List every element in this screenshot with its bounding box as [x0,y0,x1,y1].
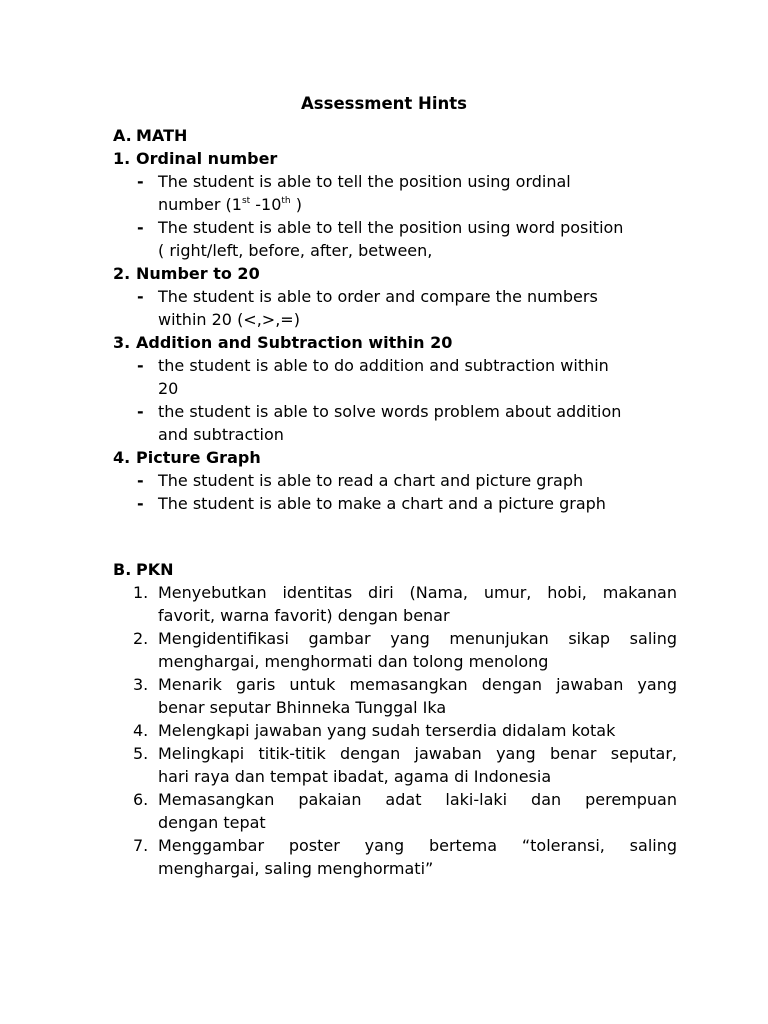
item-text: ( right/left, before, after, between, [158,241,433,260]
item-text: benar seputar Bhinneka Tunggal Ika [158,698,447,717]
item-text: The student is able to read a chart and picture graph [158,471,584,490]
item-text: The student is able to make a chart and a picture graph [158,494,606,513]
topic-heading [0,262,768,285]
bullet: - [137,494,144,513]
item-text: the student is able to solve words problem about addition [158,402,622,421]
section-spacer [0,515,768,558]
topic-title: Number to 20 [136,264,260,283]
item-number: 6. [133,790,149,809]
list-item [0,492,768,515]
item-text: dengan tepat [158,813,266,832]
item-text: Mengidentifikasi gambar yang menunjukan sikap saling [158,629,677,648]
list-item [0,170,768,193]
list-item-continuation [0,650,768,673]
item-text: hari raya dan tempat ibadat, agama di Indonesia [158,767,552,786]
item-number: 7. [133,836,149,855]
topic-number: 4. [113,448,131,467]
list-item-continuation [0,423,768,446]
item-text: Melingkapi titik-titik dengan jawaban yang benar seputar, [158,744,677,763]
item-text: the student is able to do addition and subtraction within [158,356,609,375]
item-text [158,193,302,216]
page-title: Assessment Hints [301,94,467,113]
list-item [0,285,768,308]
ordinal-suffix: st [241,196,251,206]
section-title: MATH [136,126,188,145]
item-text: favorit, warna favorit) dengan benar [158,606,450,625]
item-text-mid: -10 [250,195,282,214]
list-item-continuation [0,696,768,719]
list-item-continuation [0,857,768,880]
item-text: Menyebutkan identitas diri (Nama, umur, hobi, makanan [158,583,677,602]
item-text: and subtraction [158,425,284,444]
list-item [0,742,768,765]
topic-title: Picture Graph [136,448,261,467]
item-text: within 20 (<,>,=) [158,310,300,329]
topic-number: 3. [113,333,131,352]
list-item [0,216,768,239]
item-text: Melengkapi jawaban yang sudah terserdia didalam kotak [158,721,616,740]
item-text: menghargai, menghormati dan tolong menolong [158,652,549,671]
content [0,124,768,880]
section-b-heading [0,558,768,581]
item-text: Menarik garis untuk memasangkan dengan jawaban yang [158,675,677,694]
topic-title: Addition and Subtraction within 20 [136,333,453,352]
topic-heading [0,446,768,469]
item-text-suffix: ) [290,195,302,214]
topic-number: 1. [113,149,131,168]
item-text: menghargai, saling menghormati” [158,859,434,878]
list-item [0,627,768,650]
item-number: 4. [133,721,149,740]
section-title: PKN [136,560,174,579]
item-text: The student is able to tell the position using word position [158,218,624,237]
item-number: 5. [133,744,149,763]
item-number: 1. [133,583,149,602]
list-item [0,834,768,857]
bullet: - [137,218,144,237]
list-item-continuation [0,239,768,262]
list-item [0,469,768,492]
list-item [0,581,768,604]
item-number: 2. [133,629,149,648]
list-item [0,788,768,811]
section-a-heading [0,124,768,147]
list-item [0,400,768,423]
bullet: - [137,356,144,375]
item-text: The student is able to tell the position using ordinal [158,172,571,191]
item-text-prefix: number (1 [158,195,242,214]
topic-heading [0,331,768,354]
list-item-continuation [0,811,768,834]
bullet: - [137,402,144,421]
topic-title: Ordinal number [136,149,278,168]
bullet: - [137,471,144,490]
item-text: Menggambar poster yang bertema “toleransi, saling [158,836,677,855]
list-item-continuation [0,377,768,400]
section-letter: A. [113,126,132,145]
item-text: Memasangkan pakaian adat laki-laki dan perempuan [158,790,677,809]
list-item-continuation [0,308,768,331]
item-text: 20 [158,379,179,398]
list-item-continuation [0,193,768,216]
item-number: 3. [133,675,149,694]
section-letter: B. [113,560,132,579]
topic-number: 2. [113,264,131,283]
list-item-continuation [0,765,768,788]
list-item [0,354,768,377]
topic-heading [0,147,768,170]
list-item [0,673,768,696]
bullet: - [137,172,144,191]
item-text: The student is able to order and compare the numbers [158,287,598,306]
list-item-continuation [0,604,768,627]
ordinal-suffix: th [281,196,291,206]
list-item [0,719,768,742]
bullet: - [137,287,144,306]
